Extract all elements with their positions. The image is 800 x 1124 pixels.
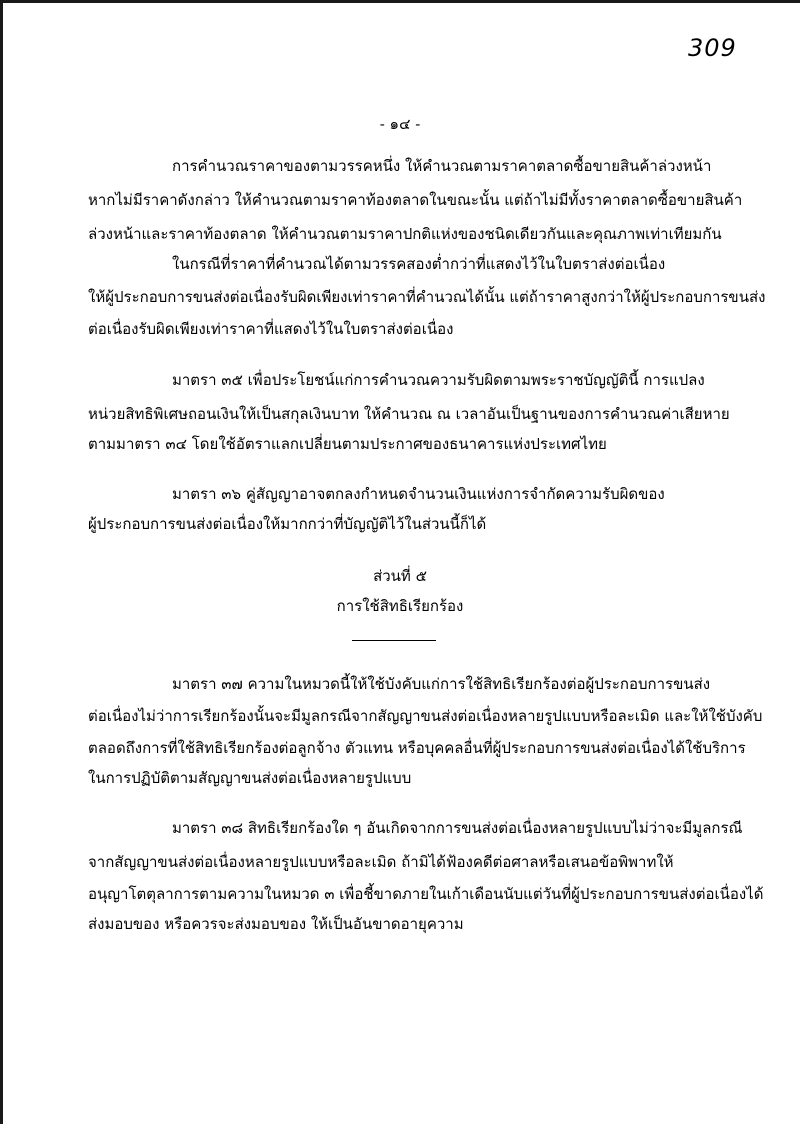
paragraph-line: หน่วยสิทธิพิเศษถอนเงินให้เป็นสกุลเงินบาท ให้คำนวณ ณ เวลาอันเป็นฐานของการคำนวณค่าเสียหาย	[88, 405, 730, 423]
paragraph-line: มาตรา ๓๗ ความในหมวดนี้ให้ใช้บังคับแก่การใช้สิทธิเรียกร้องต่อผู้ประกอบการขนส่ง	[172, 675, 711, 693]
paragraph-line: ตามมาตรา ๓๔ โดยใช้อัตราแลกเปลี่ยนตามประกาศของธนาคารแห่งประเทศไทย	[88, 435, 607, 453]
paragraph-line: มาตรา ๓๖ คู่สัญญาอาจตกลงกำหนดจำนวนเงินแห่งการจำกัดความรับผิดของ	[172, 485, 665, 503]
paragraph-line: มาตรา ๓๘ สิทธิเรียกร้องใด ๆ อันเกิดจากการขนส่งต่อเนื่องหลายรูปแบบไม่ว่าจะมีมูลกรณี	[172, 819, 743, 837]
paragraph-line: อนุญาโตตุลาการตามความในหมวด ๓ เพื่อชี้ขาดภายในเก้าเดือนนับแต่วันที่ผู้ประกอบการขนส่งต่อเนื่องได้	[88, 885, 764, 903]
paragraph-line: หากไม่มีราคาดังกล่าว ให้คำนวณตามราคาท้องตลาดในขณะนั้น แต่ถ้าไม่มีทั้งราคาตลาดซื้อขายสินค้า	[88, 191, 743, 209]
paragraph-line: ให้ผู้ประกอบการขนส่งต่อเนื่องรับผิดเพียงเท่าราคาที่คำนวณได้นั้น แต่ถ้าราคาสูงกว่าให้ผู้ประกอบการขนส่ง	[88, 288, 766, 306]
paragraph-line: ล่วงหน้าและราคาท้องตลาด ให้คำนวณตามราคาปกติแห่งของชนิดเดียวกันและคุณภาพเท่าเทียมกัน	[88, 225, 722, 243]
section-divider	[352, 640, 436, 641]
paragraph-line: ในการปฏิบัติตามสัญญาขนส่งต่อเนื่องหลายรูปแบบ	[88, 769, 412, 787]
paragraph-line: ในกรณีที่ราคาที่คำนวณได้ตามวรรคสองต่ำกว่าที่แสดงไว้ในใบตราส่งต่อเนื่อง	[172, 255, 666, 273]
paragraph-line: ส่งมอบของ หรือควรจะส่งมอบของ ให้เป็นอันขาดอายุความ	[88, 915, 464, 933]
paragraph-line: การคำนวณราคาของตามวรรคหนึ่ง ให้คำนวณตามราคาตลาดซื้อขายสินค้าล่วงหน้า	[172, 157, 712, 175]
paragraph-line: ต่อเนื่องไม่ว่าการเรียกร้องนั้นจะมีมูลกรณีจากสัญญาขนส่งต่อเนื่องหลายรูปแบบหรือละเมิด และให้ใช้บังคับ	[88, 707, 763, 725]
handwritten-page-number: 309	[688, 34, 737, 62]
page-label: - ๑๔ -	[379, 115, 421, 133]
paragraph-line: จากสัญญาขนส่งต่อเนื่องหลายรูปแบบหรือละเมิด ถ้ามิได้ฟ้องคดีต่อศาลหรือเสนอข้อพิพาทให้	[88, 853, 674, 871]
paragraph-line: ต่อเนื่องรับผิดเพียงเท่าราคาที่แสดงไว้ในใบตราส่งต่อเนื่อง	[88, 320, 454, 338]
paragraph-line: ตลอดถึงการที่ใช้สิทธิเรียกร้องต่อลูกจ้าง ตัวแทน หรือบุคคลอื่นที่ผู้ประกอบการขนส่งต่อเนื่องได้ใช้บริการ	[88, 739, 746, 757]
scan-border-top	[0, 0, 800, 3]
scan-border-left	[0, 0, 3, 1124]
paragraph-line: ผู้ประกอบการขนส่งต่อเนื่องให้มากกว่าที่บัญญัติไว้ในส่วนนี้ก็ได้	[88, 515, 487, 533]
section-title: การใช้สิทธิเรียกร้อง	[336, 597, 464, 615]
section-number: ส่วนที่ ๕	[373, 567, 427, 585]
paragraph-line: มาตรา ๓๕ เพื่อประโยชน์แก่การคำนวณความรับผิดตามพระราชบัญญัตินี้ การแปลง	[172, 371, 705, 389]
